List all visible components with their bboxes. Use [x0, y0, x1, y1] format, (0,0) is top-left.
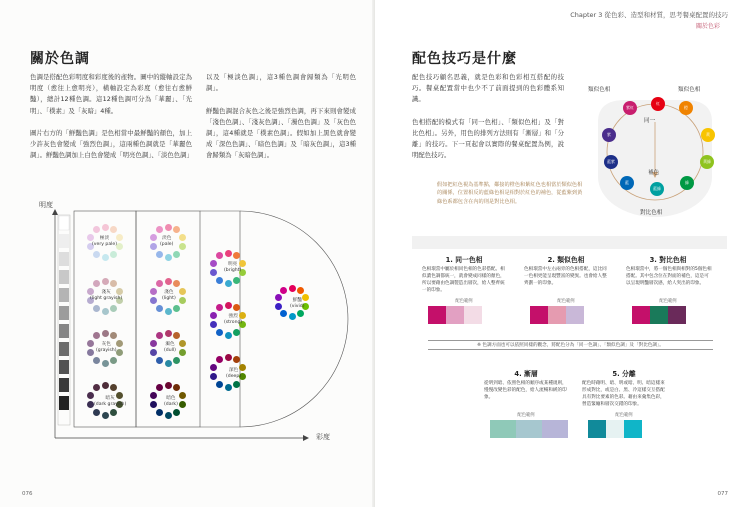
tone-swatch — [110, 251, 117, 258]
tone-swatch — [110, 305, 117, 312]
tone-swatch — [156, 409, 163, 416]
tone-swatch — [102, 278, 109, 285]
tone-swatch — [110, 409, 117, 416]
tone-swatch — [225, 384, 232, 391]
tone-swatch — [156, 305, 163, 312]
tone-label-dark: 暗色 (dark) — [164, 396, 178, 407]
tone-swatch — [165, 308, 172, 315]
tone-label-very-pale: 極淡 (very pale) — [92, 236, 118, 247]
technique-title: 3. 對比色相 — [649, 256, 687, 264]
color-swatch — [566, 306, 584, 324]
tone-swatch — [233, 277, 240, 284]
tone-swatch — [165, 224, 172, 231]
hue-circle: 紫紅 — [623, 101, 637, 115]
hue-circle: 藍紫 — [604, 155, 618, 169]
example-label: 配色範例 — [517, 413, 535, 418]
tone-label-deep: 深色 (deep) — [226, 368, 242, 379]
tone-swatch — [165, 330, 172, 337]
wheel-label-similar-left: 類似色相 — [588, 87, 611, 93]
color-swatch — [428, 306, 446, 324]
tone-swatch — [225, 250, 232, 257]
color-swatch — [668, 306, 686, 324]
left-body-column-1: 色調是搭配色彩明度和彩度後的產物。圖中的縱軸設定為明度（愈往上愈明亮），橫軸設定為彩度（愈往右愈鮮豔），總計12種色調。這12種色調可分為「華麗」、「光明」、「樸素」及「灰暗」4種。 圖片右方的「鮮豔色調」是色相當中最鮮豔的顏色，加上少許灰色會變成「強烈色調」，這兩種色調就是「華麗色調」。鮮豔色調加上白色會變成「明亮色調」、「淡色色調」 — [30, 73, 193, 160]
tone-swatch — [233, 381, 240, 388]
tone-swatch — [216, 381, 223, 388]
hue-circle: 藍 — [620, 176, 634, 190]
tone-swatch — [102, 308, 109, 315]
color-swatch — [606, 420, 624, 438]
color-swatch-row — [428, 306, 482, 324]
tone-label-grayish: 灰色 (grayish) — [96, 342, 117, 353]
tone-swatch — [93, 251, 100, 258]
section-tag: 關於色彩 — [695, 23, 720, 30]
color-swatch — [490, 420, 516, 438]
example-label: 配色範例 — [659, 299, 677, 304]
tone-swatch — [165, 254, 172, 261]
hue-circle: 紅 — [651, 97, 665, 111]
tone-swatch — [225, 280, 232, 287]
tone-swatch — [179, 392, 186, 399]
color-swatch — [632, 306, 650, 324]
hue-relationship-callout: 假如把紅色視為基準點，鄰接的橙色和紫紅色也相當於類似色相的關係，位置相反的藍綠色相是相對於紅色的補色，從藍紫到黃綠色系都包含在內的則是對比色相。 — [437, 182, 583, 205]
axis-y-label: 明度 — [39, 201, 53, 209]
left-body-column-2: 以及「極淡色調」，這3種色調會歸類為「光明色調」。 鮮豔色調混合灰色之後是強烈色調，再下來則會變成「淺色色調」、「淺灰色調」、「濁色色調」及「灰色色調」，這4種就是「樸素色調」。假如加上黑色就會變成「深色色調」、「暗色色調」及「暗灰色調」，這3種會歸類為「灰暗色調」。 — [206, 73, 356, 160]
wheel-label-similar-right: 類似色相 — [678, 87, 701, 93]
tone-swatch — [179, 349, 186, 356]
color-swatch — [588, 420, 606, 438]
tone-swatch — [297, 287, 304, 294]
technique-description: 從明到暗、依照色相的順序或某種規則，慢慢改變色彩的配色，給人流暢和緩的印象。 — [484, 381, 567, 400]
tone-label-dull: 濁色 (dull) — [164, 342, 176, 353]
tone-swatch — [179, 401, 186, 408]
hue-circle: 黃 — [701, 128, 715, 142]
tone-swatch — [102, 330, 109, 337]
color-swatch-row — [530, 306, 584, 324]
tone-swatch — [225, 302, 232, 309]
tone-swatch — [116, 340, 123, 347]
tone-swatch — [225, 354, 232, 361]
tone-label-bright: 明亮 (bright) — [224, 262, 242, 273]
tone-swatch — [179, 234, 186, 241]
tone-swatch — [173, 357, 180, 364]
hue-circle: 藍綠 — [650, 182, 664, 196]
tone-swatch — [165, 382, 172, 389]
hue-circle: 橙 — [679, 101, 693, 115]
technique-description: 配色時藉明、暗、明或暗、明、暗這樣來形成對比，或是白、黑、冷這樣交互搭配具有對比要素的色彩。藉由來彙集色彩，營造緊繃和層次交錯的印象。 — [582, 381, 665, 407]
color-swatch — [464, 306, 482, 324]
tone-swatch — [216, 329, 223, 336]
hue-circle: 綠 — [680, 176, 694, 190]
tone-label-light-grayish: 淺灰 (light grayish) — [90, 290, 123, 301]
left-folio: 076 — [22, 491, 33, 497]
tone-swatch — [102, 224, 109, 231]
tone-swatch — [102, 360, 109, 367]
hue-circle: 紫 — [602, 128, 616, 142]
technique-title: 5. 分離 — [612, 370, 636, 378]
example-label: 配色範例 — [615, 413, 633, 418]
technique-description: 色相環當中屬於相同色相的色彩搭配。相似濃色調都統一，就會變成同樣的顏色，所以要藉由色調製造出層次，給人整齊統一的印象。 — [422, 267, 505, 293]
tone-swatch — [179, 340, 186, 347]
tone-label-vivid: 鮮豔 (vivid) — [290, 298, 305, 309]
hue-circle: 黃綠 — [700, 155, 714, 169]
right-page-title: 配色技巧是什麼 — [412, 51, 517, 67]
tone-swatch — [179, 297, 186, 304]
tone-swatch — [165, 278, 172, 285]
color-swatch-row — [632, 306, 686, 324]
running-head: Chapter 3 從色彩、造型和材質，思考餐桌配置的技巧 — [570, 11, 728, 19]
color-swatch — [516, 420, 542, 438]
wheel-label-contrast: 對比色相 — [640, 210, 663, 216]
tone-swatch — [93, 357, 100, 364]
tone-swatch — [216, 277, 223, 284]
technique-description: 色相環當中左右兩旁的色相搭配，這比同一色相更能呈現豐富的變異。也會給人整齊劃一的印象。 — [524, 267, 607, 286]
tone-label-pale: 淡色 (pale) — [160, 236, 174, 247]
technique-description: 色相環當中，將一個色相與相對的5個色相搭配。其中包含位在對面的補色，這是可以呈現明豔層次感，給人突出的印象。 — [626, 267, 712, 286]
color-swatch-row — [490, 420, 568, 438]
tone-swatch — [289, 285, 296, 292]
color-swatch — [548, 306, 566, 324]
color-swatch — [446, 306, 464, 324]
tone-note: ※ 色調方面也可以依照同樣的觀念，將配色分為「同一色調」、「類似色調」及「對比色調」。 — [428, 340, 713, 350]
tone-swatch — [165, 360, 172, 367]
color-swatch — [530, 306, 548, 324]
wheel-label-complement: 補色 — [648, 170, 660, 176]
wheel-label-same: 同一 — [644, 118, 656, 124]
tone-swatch — [179, 288, 186, 295]
technique-title: 2. 類似色相 — [547, 256, 585, 264]
color-swatch — [542, 420, 568, 438]
example-label: 配色範例 — [557, 299, 575, 304]
tone-swatch — [173, 409, 180, 416]
tone-swatch — [275, 303, 282, 310]
tone-swatch — [102, 382, 109, 389]
right-folio: 077 — [717, 491, 728, 497]
tone-label-dark-grayish: 暗灰 (dark grayish) — [94, 396, 127, 407]
tone-swatch — [102, 412, 109, 419]
tone-swatch — [93, 409, 100, 416]
technique-title: 4. 漸層 — [514, 370, 538, 378]
techniques-band — [412, 236, 727, 249]
tone-swatch — [289, 313, 296, 320]
tone-swatch — [173, 251, 180, 258]
left-page-title: 關於色調 — [30, 51, 90, 67]
tone-swatch — [156, 251, 163, 258]
tone-swatch — [297, 310, 304, 317]
tone-swatch — [102, 254, 109, 261]
tone-swatch — [179, 243, 186, 250]
tone-swatch — [173, 305, 180, 312]
tone-swatch — [225, 332, 232, 339]
tone-swatch — [110, 357, 117, 364]
tone-swatch — [233, 329, 240, 336]
right-intro-text: 配色技巧顧名思義，就是色彩和色彩相互搭配的技巧。餐桌配置當中也少不了前面提到的色彩體系知識。 色相搭配的模式有「同一色相」、「類似色相」及「對比色相」。另外，用色的排列方法則有「漸層」和「分離」的技巧。下一頁起會以實際的餐桌配置為例，說明配色技巧。 — [412, 73, 564, 160]
axis-x-label: 彩度 — [316, 433, 330, 441]
tone-swatch — [93, 305, 100, 312]
technique-title: 1. 同一色相 — [445, 256, 483, 264]
tone-swatch — [165, 412, 172, 419]
tone-label-light: 淺色 (light) — [162, 290, 176, 301]
color-swatch — [650, 306, 668, 324]
tone-swatch — [156, 357, 163, 364]
example-label: 配色範例 — [455, 299, 473, 304]
tone-label-strong: 強烈 (strong) — [224, 314, 243, 325]
color-swatch — [624, 420, 642, 438]
color-swatch-row — [588, 420, 642, 438]
